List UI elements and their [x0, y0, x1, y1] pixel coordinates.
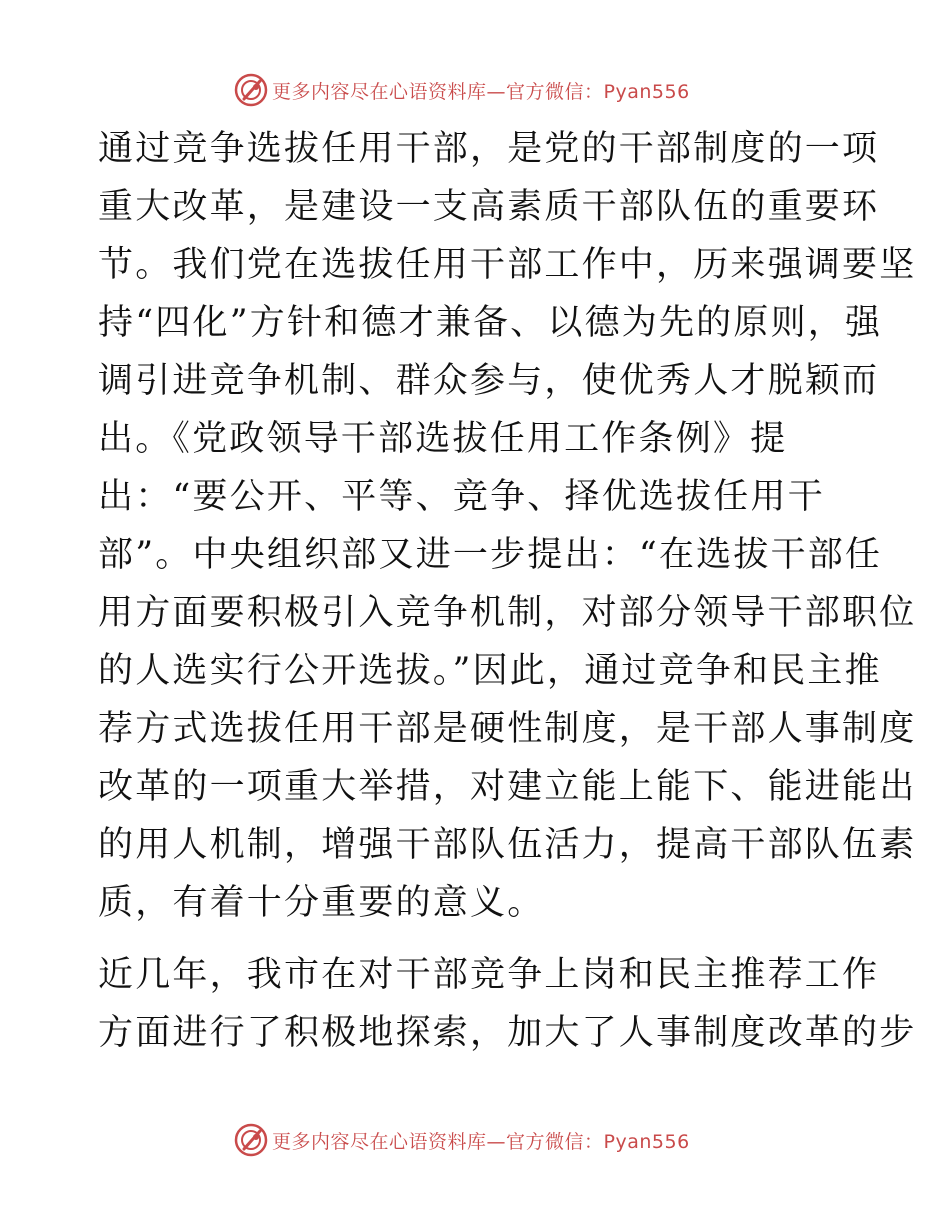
text-line: 调引进竞争机制、群众参与，使优秀人才脱颖而 — [98, 361, 880, 401]
brand-logo-icon — [234, 73, 268, 107]
text-line: 用方面要积极引入竞争机制，对部分领导干部职位 — [98, 593, 917, 633]
header-banner — [234, 70, 754, 110]
text-line: 近几年，我市在对干部竞争上岗和民主推荐工作 — [98, 955, 880, 995]
text-line: 的人选实行公开选拔。”因此，通过竞争和民主推 — [98, 651, 882, 691]
text-line: 通过竞争选拔任用干部，是党的干部制度的一项 — [98, 129, 880, 169]
brand-logo-icon — [234, 1123, 268, 1157]
text-line: 荐方式选拔任用干部是硬性制度，是干部人事制度 — [98, 709, 917, 749]
text-line: 质，有着十分重要的意义。 — [98, 883, 545, 923]
document-body — [98, 120, 917, 1062]
text-line: 重大改革，是建设一支高素质干部队伍的重要环 — [98, 187, 880, 227]
text-line: 持“四化”方针和德才兼备、以德为先的原则，强 — [98, 303, 883, 343]
text-line: 出。《党政领导干部选拔任用工作条例》提 — [98, 419, 788, 459]
text-line: 部”。中央组织部又进一步提出：“在选拔干部任 — [98, 535, 883, 575]
paragraph-1 — [98, 120, 917, 932]
header-banner-text: 更多内容尽在心语资料库—官方微信：Pyan556 — [272, 80, 690, 103]
text-line: 出：“要公开、平等、竞争、择优选拔任用干 — [98, 477, 825, 517]
footer-banner-text: 更多内容尽在心语资料库—官方微信：Pyan556 — [272, 1130, 690, 1153]
text-line: 节。我们党在选拔任用干部工作中，历来强调要坚 — [98, 245, 917, 285]
text-line: 的用人机制，增强干部队伍活力，提高干部队伍素 — [98, 825, 917, 865]
paragraph-2 — [98, 946, 917, 1062]
paragraph-gap — [98, 932, 858, 946]
text-line: 改革的一项重大举措，对建立能上能下、能进能出 — [98, 767, 917, 807]
text-line: 方面进行了积极地探索，加大了人事制度改革的步 — [98, 1013, 917, 1053]
footer-banner — [234, 1120, 754, 1160]
